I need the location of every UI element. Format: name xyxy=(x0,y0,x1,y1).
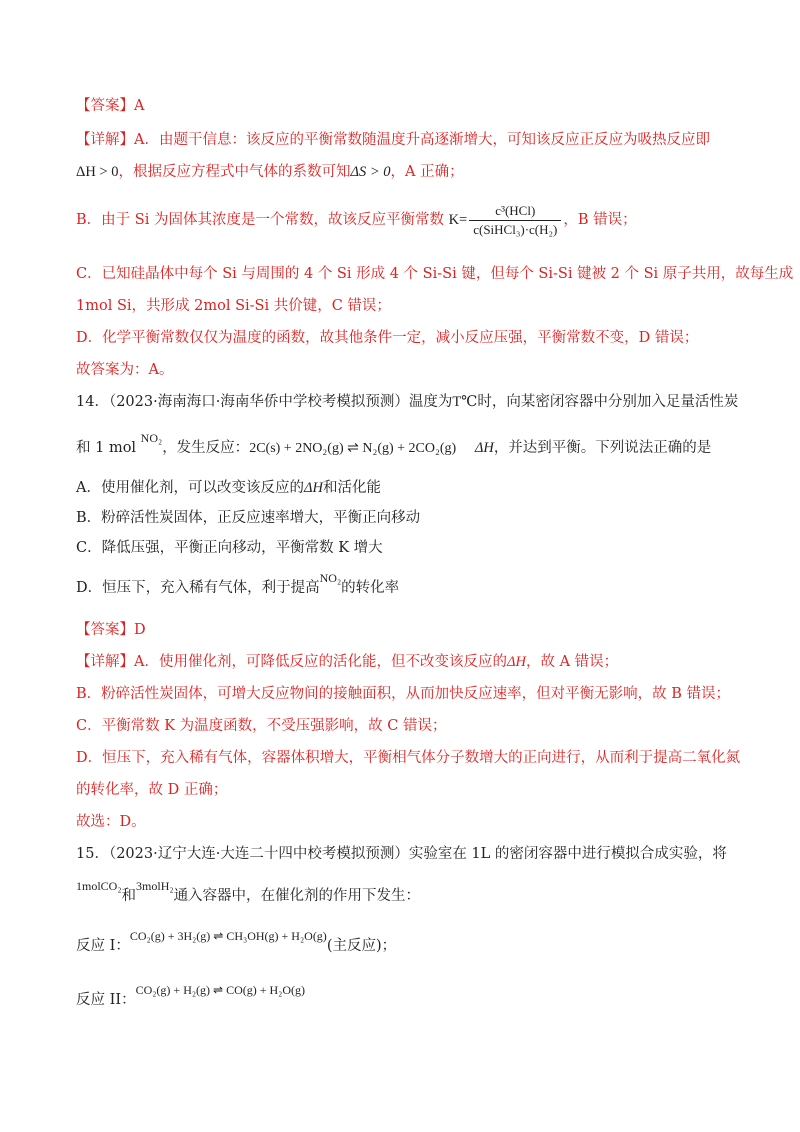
q15-r1-label: 反应 I： xyxy=(76,938,130,954)
detail-c-line-1 xyxy=(76,264,794,284)
q15-h2-amount: 3molH₂ xyxy=(136,879,174,893)
q14-detail-d-text2: 的转化率，故 D 正确； xyxy=(76,782,228,798)
q15-stem-line-2 xyxy=(76,879,740,906)
q14-detail-c-text: C．平衡常数 K 为温度函数，不受压强影响，故 C 错误； xyxy=(76,718,447,734)
detail-c-text-2: 1mol Si，共形成 2mol Si-Si 共价键，C 错误； xyxy=(76,298,391,314)
q14-stem-line-1 xyxy=(76,392,740,412)
q14-option-d-no2: NO₂ xyxy=(319,571,342,585)
q14-option-b-text: B．粉碎活性炭固体，正反应速率增大，平衡正向移动 xyxy=(76,510,421,526)
detail-a-text: A．由题干信息：该反应的平衡常数随温度升高逐渐增大，可知该反应正反应为吸热反应即 xyxy=(134,132,710,148)
detail-d-line xyxy=(76,328,740,348)
k-symbol: K= xyxy=(448,212,468,228)
detail-tag: 【详解】 xyxy=(76,132,134,148)
q14-detail-b-text: B．粉碎活性炭固体，可增大反应物间的接触面积，从而加快反应速率，但对平衡无影响，故 B 错误； xyxy=(76,686,731,702)
conclusion-14-text: 故选：D。 xyxy=(76,814,146,830)
q14-stem-2b: ，发生反应： xyxy=(162,440,250,456)
q15-reaction-1 xyxy=(76,929,740,956)
q14-option-d-text1: D．恒压下，充入稀有气体，利于提高 xyxy=(76,580,320,596)
q14-detail-a-dh: ΔH xyxy=(506,654,526,670)
q14-option-d-text2: 的转化率 xyxy=(341,580,400,596)
q14-delta-h: ΔH xyxy=(474,440,494,456)
k-fraction xyxy=(469,202,561,239)
q14-detail-b-line xyxy=(76,684,740,704)
q15-reaction-2 xyxy=(76,983,740,1010)
no2-formula: NO₂ xyxy=(140,431,163,445)
conclusion-13 xyxy=(76,360,740,380)
k-numerator: c³(HCl) xyxy=(469,202,561,221)
detail-a-line xyxy=(76,130,740,150)
q15-and: 和 xyxy=(121,888,137,904)
detail-d-text: D．化学平衡常数仅仅为温度的函数，故其他条件一定，减小反应压强，平衡常数不变，D 错误； xyxy=(76,330,699,346)
q14-detail-a-text1: A．使用催化剂，可降低反应的活化能，但不改变该反应的 xyxy=(134,654,507,670)
detail-a-cont-line xyxy=(76,162,740,182)
detail-a-cont-text: ，根据反应方程式中气体的系数可知 xyxy=(118,164,351,180)
delta-h-positive: ΔH > 0 xyxy=(76,164,119,180)
answer-tag-14: 【答案】 xyxy=(76,622,134,638)
delta-s-positive: ΔS > 0 xyxy=(350,164,391,180)
q14-detail-a-line xyxy=(76,652,740,672)
q14-option-b xyxy=(76,508,740,528)
answer-tag: 【答案】 xyxy=(76,98,134,114)
q14-stem-1a: 14．（2023·海南海口·海南华侨中学校考模拟预测）温度为 xyxy=(76,394,453,410)
q14-detail-c-line xyxy=(76,716,740,736)
conclusion-14 xyxy=(76,812,740,832)
q15-r2-equation: CO₂(g) + H₂(g) ⇌ CO(g) + H₂O(g) xyxy=(135,983,306,997)
q14-detail-d-line-1 xyxy=(76,748,740,768)
detail-tag-14: 【详解】 xyxy=(76,654,134,670)
detail-b-end: ，B 错误； xyxy=(563,212,637,228)
answer-value-14: D xyxy=(134,622,146,638)
detail-a-cont-end: ，A 正确； xyxy=(390,164,464,180)
k-denominator: c(SiHCl₃)·c(H₂) xyxy=(473,221,558,237)
q14-option-a-text2: 和活化能 xyxy=(322,480,381,496)
q14-option-a-text1: A．使用催化剂，可以改变该反应的 xyxy=(76,480,304,496)
q15-r1-note: (主反应)； xyxy=(326,938,397,954)
q15-stem-2c: 通入容器中，在催化剂的作用下发生： xyxy=(173,888,421,904)
q14-detail-a-text2: ，故 A 错误； xyxy=(525,654,619,670)
temperature-symbol: T℃ xyxy=(452,394,478,410)
detail-b-text: B．由于 Si 为固体其浓度是一个常数，故该反应平衡常数 xyxy=(76,212,444,228)
detail-c-text-1: C．已知硅晶体中每个 Si 与周围的 4 个 Si 形成 4 个 Si-Si 键，但每个 Si-Si 键被 2 个 Si 原子共用，故每生成 xyxy=(76,266,794,282)
q15-co2-amount: 1molCO₂ xyxy=(76,879,122,893)
answer-line-14 xyxy=(76,620,740,640)
q15-stem-1: 15．（2023·辽宁大连·大连二十四中校考模拟预测）实验室在 1L 的密闭容器中进行模拟合成实验，将 xyxy=(76,846,727,862)
q14-stem-2a: 和 1 mol xyxy=(76,440,137,456)
q14-stem-2c: ，并达到平衡。下列说法正确的是 xyxy=(493,440,712,456)
answer-value: A xyxy=(134,98,145,114)
q14-detail-d-line-2 xyxy=(76,780,740,800)
q14-reaction-equation: 2C(s) + 2NO₂(g) ⇌ N₂(g) + 2CO₂(g) xyxy=(249,441,457,456)
q14-option-d xyxy=(76,571,740,598)
q14-detail-d-text1: D．恒压下，充入稀有气体，容器体积增大，平衡相气体分子数增大的正向进行，从而利于提高二氧化氮 xyxy=(76,750,741,766)
q15-r2-label: 反应 II： xyxy=(76,992,136,1008)
answer-line-13 xyxy=(76,96,740,116)
q14-option-c-text: C．降低压强，平衡正向移动，平衡常数 K 增大 xyxy=(76,540,383,556)
conclusion-13-text: 故答案为：A。 xyxy=(76,362,174,378)
q15-r1-equation: CO₂(g) + 3H₂(g) ⇌ CH₃OH(g) + H₂O(g) xyxy=(129,929,327,943)
detail-c-line-2 xyxy=(76,296,740,316)
q15-stem-line-1 xyxy=(76,844,740,864)
q14-option-c xyxy=(76,538,740,558)
q14-stem-line-2 xyxy=(76,431,740,459)
detail-b-line xyxy=(76,200,740,240)
q14-option-a xyxy=(76,478,740,498)
q14-stem-1c: 时，向某密闭容器中分别加入足量活性炭 xyxy=(477,394,739,410)
q14-option-a-dh: ΔH xyxy=(303,480,323,496)
